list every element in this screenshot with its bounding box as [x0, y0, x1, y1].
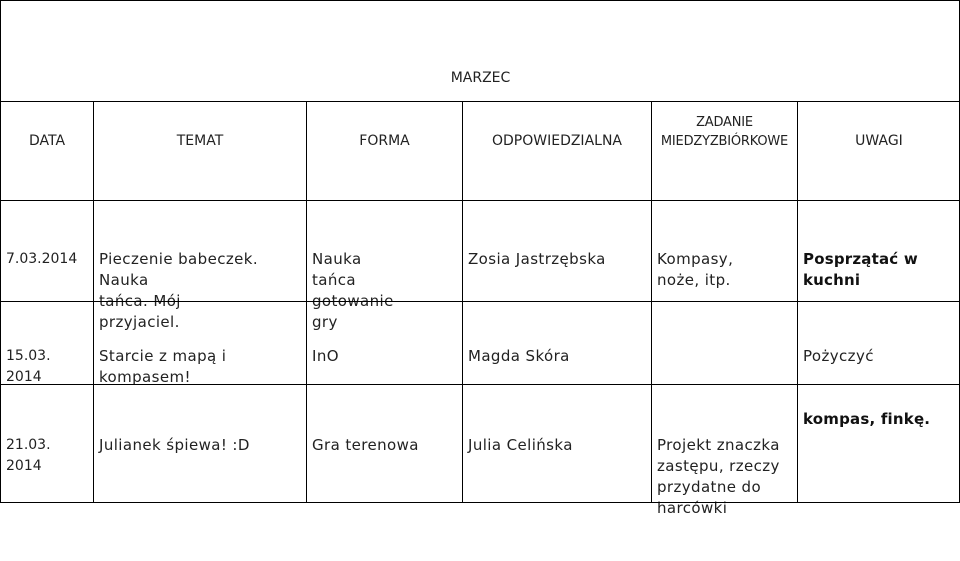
header-cell-data	[0, 101, 93, 200]
cell-zadanie	[651, 301, 797, 384]
cell-forma-text: Nauka tańca gotowanie gry	[312, 250, 394, 331]
cell-temat-text: Pieczenie babeczek. Nauka tańca. Mój przyjaciel.	[99, 250, 258, 331]
cell-temat	[93, 384, 306, 503]
cell-data	[0, 301, 93, 384]
cell-temat	[93, 301, 306, 384]
cell-data	[0, 200, 93, 301]
cell-forma-text: InO	[312, 347, 339, 365]
cell-data-text: 15.03. 2014	[6, 348, 51, 385]
cell-data-text: 7.03.2014	[6, 251, 78, 267]
header-cell-zadanie	[651, 101, 797, 200]
cell-odpowiedzialna	[462, 200, 651, 301]
cell-temat-text: Julianek śpiewa! :D	[99, 436, 250, 454]
header-forma: FORMA	[359, 133, 410, 149]
cell-zadanie-text: Projekt znaczka zastępu, rzeczy przydatne do harcówki	[657, 436, 780, 517]
cell-uwagi	[797, 200, 960, 301]
cell-forma	[306, 200, 462, 331]
cell-zadanie	[651, 384, 797, 517]
cell-odpowiedzialna-text: Zosia Jastrzębska	[468, 250, 606, 268]
cell-uwagi	[797, 384, 960, 503]
header-uwagi: UWAGI	[855, 133, 903, 149]
header-zadanie: ZADANIE MIEDZYZBIÓRKOWE	[660, 115, 789, 149]
month-title: MARZEC	[450, 70, 511, 86]
cell-uwagi-text: Pożyczyć	[803, 347, 874, 365]
header-cell-uwagi	[797, 101, 960, 200]
cell-odpowiedzialna	[462, 384, 651, 503]
cell-temat-text: Starcie z mapą i kompasem!	[99, 347, 227, 386]
cell-forma-text: Gra terenowa	[312, 436, 419, 454]
header-temat: TEMAT	[176, 133, 224, 149]
cell-uwagi-bold-text: kompas, finkę.	[803, 410, 931, 428]
month-title-cell	[0, 0, 960, 101]
cell-odpowiedzialna-text: Julia Celińska	[468, 436, 573, 454]
header-cell-forma	[306, 101, 462, 200]
cell-data-text: 21.03. 2014	[6, 437, 51, 474]
cell-data	[0, 384, 93, 503]
cell-uwagi-bold-text: Posprzątać w kuchni	[803, 250, 918, 289]
header-odpowiedzialna: ODPOWIEDZIALNA	[491, 133, 622, 149]
cell-uwagi	[797, 301, 960, 428]
cell-odpowiedzialna-text: Magda Skóra	[468, 347, 570, 365]
cell-zadanie-text: Kompasy, noże, itp.	[657, 250, 734, 289]
cell-forma	[306, 384, 462, 503]
header-cell-odpowiedzialna	[462, 101, 651, 200]
cell-zadanie	[651, 200, 797, 301]
header-cell-temat	[93, 101, 306, 200]
header-data: DATA	[28, 133, 66, 149]
cell-temat	[93, 200, 306, 331]
cell-forma	[306, 301, 462, 384]
cell-odpowiedzialna	[462, 301, 651, 384]
